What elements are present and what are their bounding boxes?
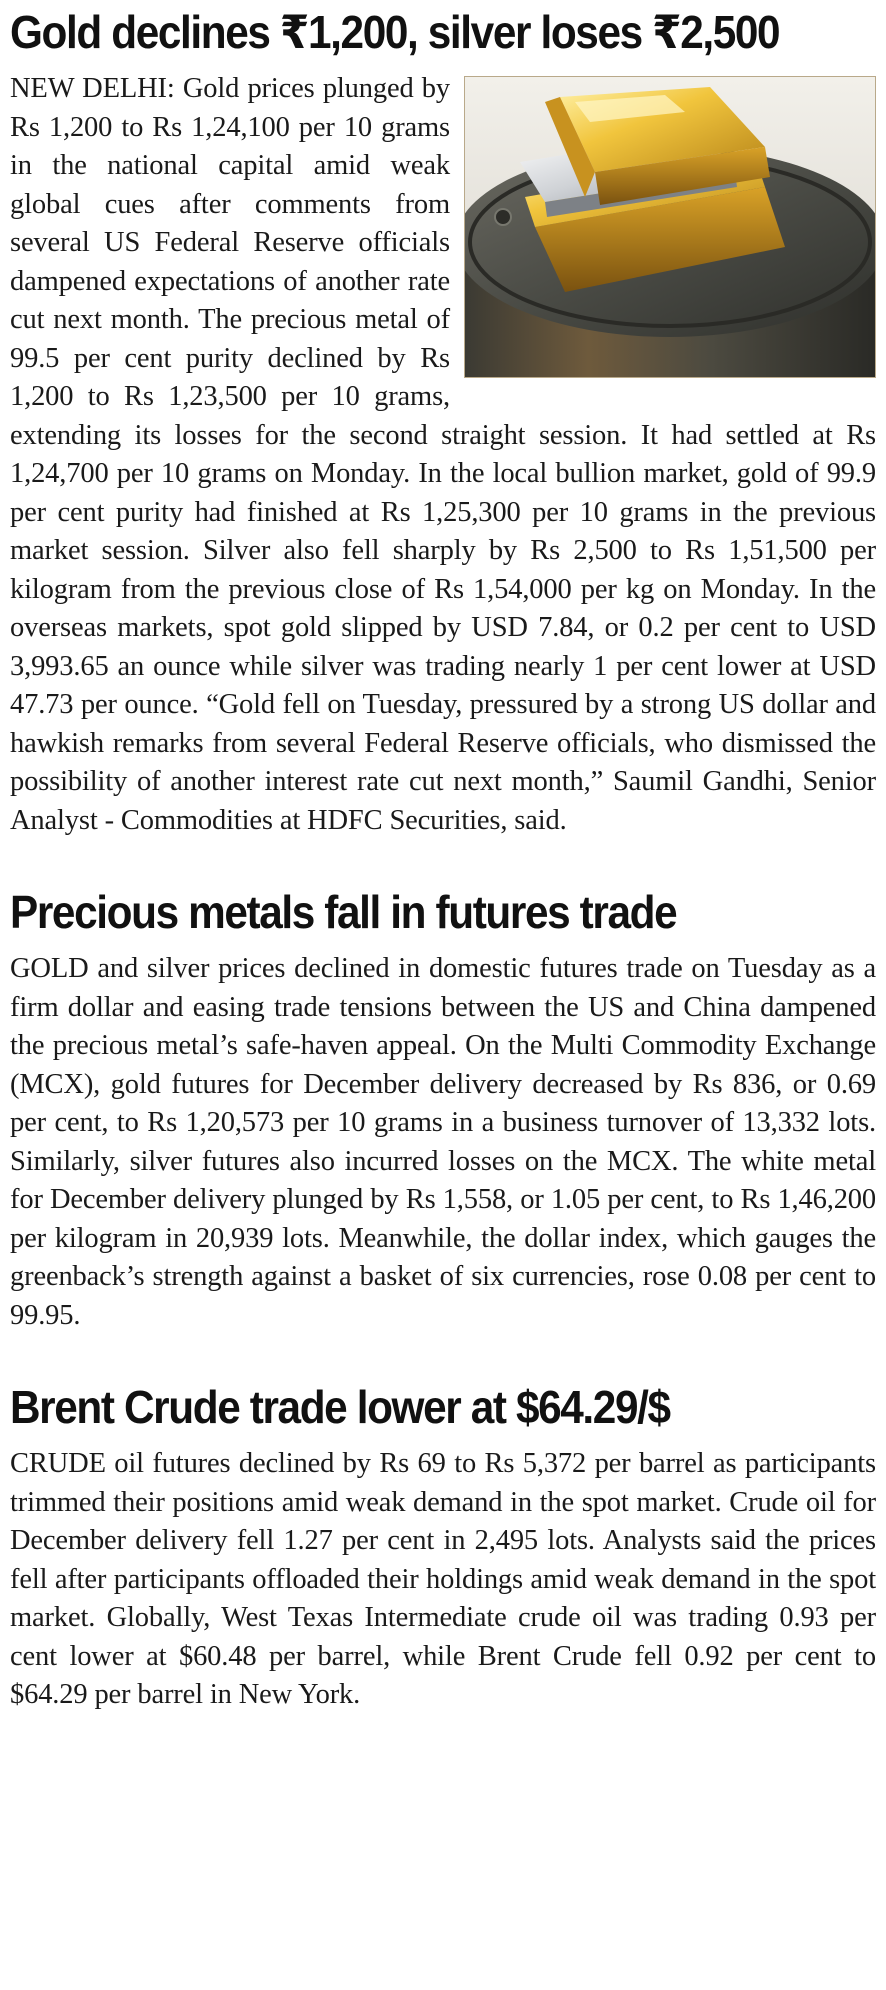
gold-bars-photo [464, 76, 876, 378]
article2-body: GOLD and silver prices declined in domestic futures trade on Tuesday as a firm dollar and easing trade tensions between the US and China dampened the precious metal’s safe-haven appeal. On the Multi Commodity Exchange (MCX), gold futures for December delivery decreased by Rs 836, or 0.69 per cent, to Rs 1,20,573 per 10 grams in a business turnover of 13,332 lots. Similarly, silver futures also incurred losses on the MCX. The white metal for December delivery plunged by Rs 1,558, or 1.05 per cent, to Rs 1,46,200 per kilogram in 20,939 lots. Meanwhile, the dollar index, which gauges the greenback’s strength against a basket of six currencies, rose 0.08 per cent to 99.95. [10, 953, 876, 1331]
article1-headline: Gold declines ₹1,200, silver loses ₹2,500 [10, 6, 780, 58]
gold-bars-icon [465, 77, 875, 377]
article2-headline: Precious metals fall in futures trade [10, 886, 677, 938]
article3-body: CRUDE oil futures declined by Rs 69 to Rs 5,372 per barrel as participants trimmed their positions amid weak demand in the spot market. Crude oil for December delivery fell 1.27 per cent in 2,495 lots. Analysts said the prices fell after participants offloaded their holdings amid weak demand in the spot market. Globally, West Texas Intermediate crude oil was trading 0.93 per cent lower at $60.48 per barrel, while Brent Crude fell 0.92 per cent to $64.29 per barrel in New York. [10, 1448, 876, 1710]
article1-body: NEW DELHI: Gold prices plunged by Rs 1,200 to Rs 1,24,100 per 10 grams in the national capital amid weak global cues after comments from several US Federal Reserve officials dampened expectations of another rate cut next month. The precious metal of 99.5 per cent purity declined by Rs 1,200 to Rs 1,23,500 per 10 grams, extending its losses for the second straight session. It had settled at Rs 1,24,700 per 10 grams on Monday. In the local bullion market, gold of 99.9 per cent purity had finished at Rs 1,25,300 per 10 grams in the previous market session. Silver also fell sharply by Rs 2,500 to Rs 1,51,500 per kilogram from the previous close of Rs 1,54,000 per kg on Monday. In the overseas markets, spot gold slipped by USD 7.84, or 0.2 per cent to USD 3,993.65 an ounce while silver was trading nearly 1 per cent lower at USD 47.73 per ounce. “Gold fell on Tuesday, pressured by a strong US dollar and hawkish remarks from several Federal Reserve officials, who dismissed the possibility of another interest rate cut next month,” Saumil Gandhi, Senior Analyst - Commodities at HDFC Securities, said. [10, 73, 876, 836]
news-page [10, 0, 876, 1715]
article3-headline: Brent Crude trade lower at $64.29/$ [10, 1381, 670, 1433]
article1 [10, 70, 876, 840]
